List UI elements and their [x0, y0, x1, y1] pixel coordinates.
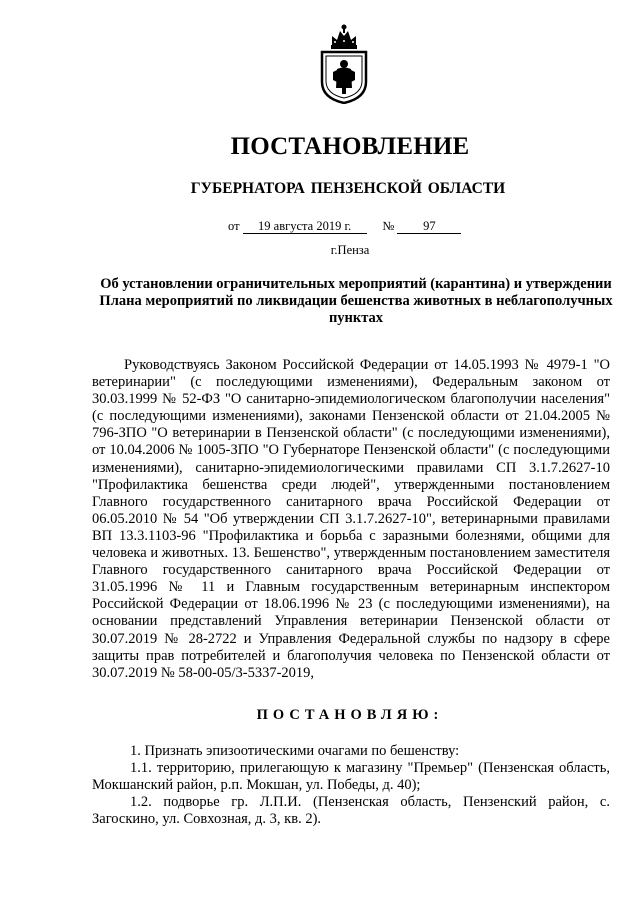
city-label: г.Пенза — [330, 243, 370, 257]
decree-item: 1. Признать эпизоотическими очагами по бешенству: — [130, 743, 460, 759]
number-prefix: № — [382, 219, 395, 233]
decree-items — [92, 743, 610, 828]
date-prefix: от — [228, 219, 240, 233]
document-subject: Об установлении ограничительных мероприятий (карантина) и утверждении Плана мероприятий по ликвидации бешенства животных в неблагополучных пунктах — [99, 276, 613, 326]
preamble-paragraph: Руководствуясь Законом Российской Федерации от 14.05.1993 № 4979-1 "О ветеринарии" (с последующими изменениями), Федеральным законом от 30.03.1999 № 52-ФЗ "О санитарно-эпидемиологическом благополучии населения" (с последующими изменениями), законами Пензенской области от 21.04.2005 № 796-ЗПО "О ветеринарии в Пензенской области" (с последующими изменениями), от 10.04.2006 № 1005-ЗПО "О Губернаторе Пензенской области" (с последующими изменениями), санитарно-эпидемиологическими правилами СП 3.1.7.2627-10 "Профилактика бешенства среди людей", утвержденными постановлением Главного государственного санитарного врача Российской Федерации от 06.05.2010 № 54 "Об утверждении СП 3.1.7.2627-10", ветеринарными правилами ВП 13.3.1103-96 "Профилактика и борьба с заразными болезнями, общими для человека и животных. 13. Бешенство", утвержденным постановлением заместителя Главного государственного санитарного врача Российской Федерации от 31.05.1996 № 11 и Главным государственным ветеринарным инспектором Российской Федерации от 18.06.1996 № 23 (с последующими изменениями), на основании представлений Управления ветеринарии Пензенской области от 30.07.2019 № 28-2722 и Управления Федеральной службы по надзору в сфере защиты прав потребителей и благополучия человека по Пензенской области от 30.07.2019 № 58-00-05/3-5337-2019, — [92, 357, 610, 681]
decree-item: 1.2. подворье гр. Л.П.И. (Пензенская область, Пензенский район, с. Загоскино, ул. Совхозная, д. 3, кв. 2). — [92, 794, 610, 828]
document-number: 97 — [397, 219, 461, 234]
date-number-line — [228, 219, 461, 234]
document-date: 19 августа 2019 г. — [243, 219, 367, 234]
document-title: ПОСТАНОВЛЕНИЕ — [230, 133, 470, 160]
decree-item: 1.1. территорию, прилегающую к магазину "Премьер" (Пензенская область, Мокшанский район, р.п. Мокшан, ул. Победы, д. 40); — [92, 760, 610, 794]
issuing-authority: ГУБЕРНАТОРА ПЕНЗЕНСКОЙ ОБЛАСТИ — [190, 180, 506, 197]
decree-heading: ПОСТАНОВЛЯЮ: — [256, 707, 444, 723]
coat-of-arms-icon — [318, 22, 370, 104]
preamble — [92, 357, 610, 682]
